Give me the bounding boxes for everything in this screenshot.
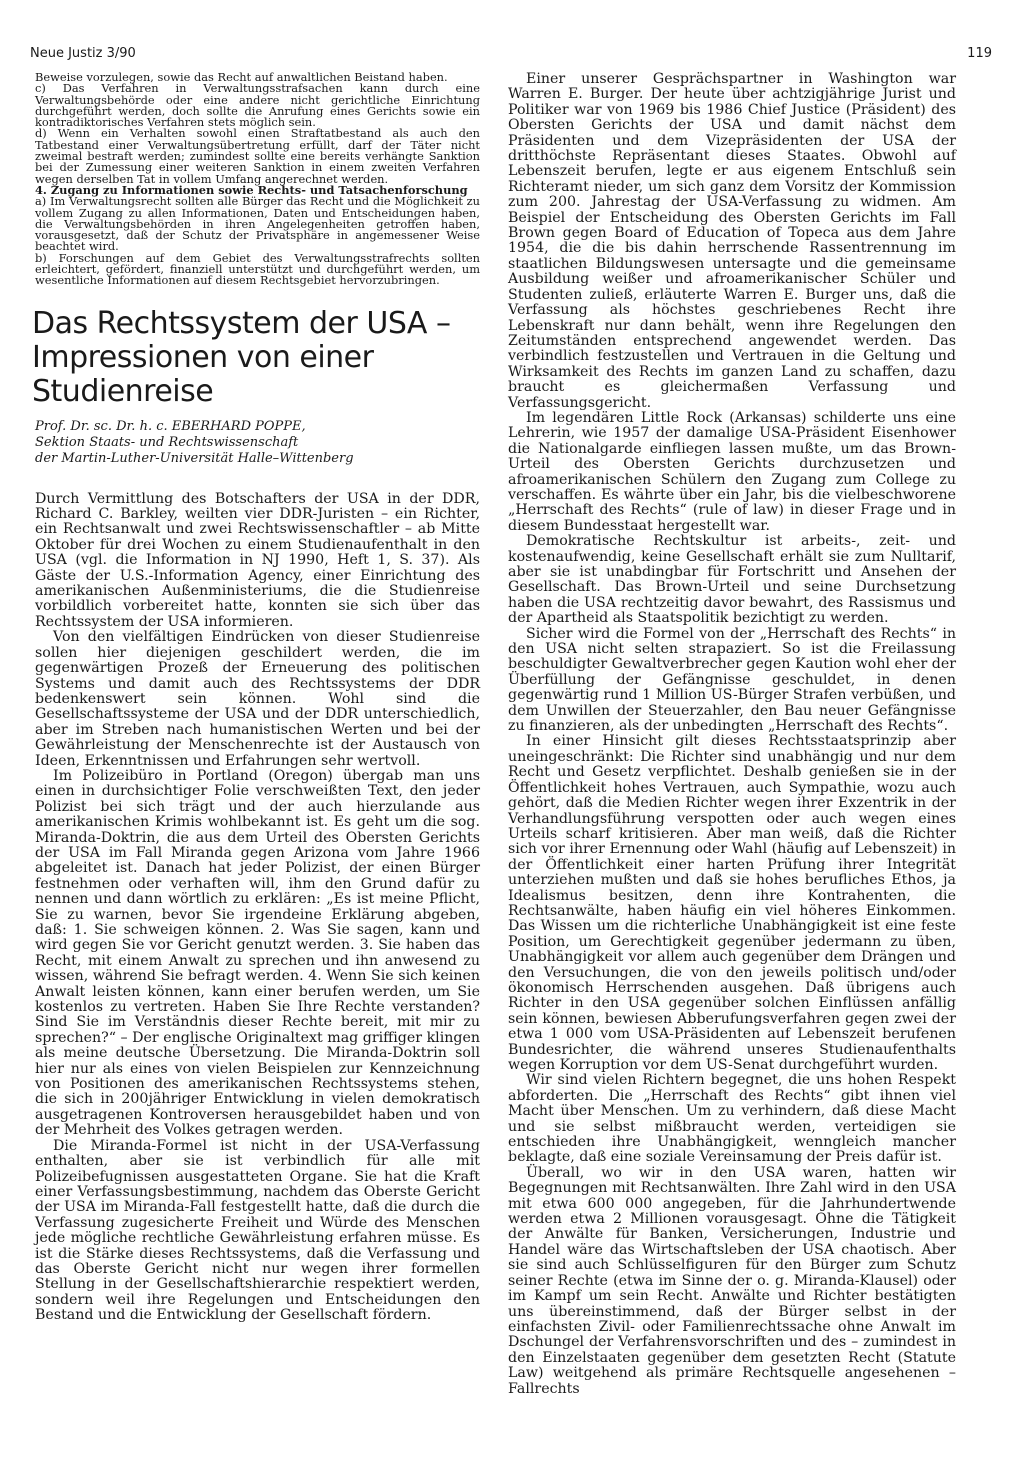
body-paragraph: Überall, wo wir in den USA waren, hatten wir Begegnungen mit Rechtsanwälten. Ihre Zahl wird in den USA mit etwa 600 000 angegeben, für die Jahrhundertwende werden etwa 2 Millionen vorausgesagt. Ohne die Tätigkeit der Anwälte für Banken, Versicherungen, Industrie und Handel wäre das Wirtschaftsleben der USA chaotisch. Aber sie sind auch Schlüsselfiguren für den Bürger zum Schutz seiner Rechte (etwa im Sinne der o. g. Miranda-Klausel) oder im Kampf um sein Recht. Anwälte und Richter bestätigten uns übereinstimmend, daß der Bürger selbst in der einfachsten Zivil- oder Familienrechtssache ohne Anwalt im Dschungel der Verfahrensvorschriften und des – zumindest in den Einzelstaaten gegenüber dem gesetzten Recht (Statute Law) weitgehend als primäre Rechtsquelle angesehenen – Fallrechts <box>508 1164 956 1397</box>
recommendation-paragraph: Beweise vorzulegen, sowie das Recht auf anwaltlichen Beistand haben. <box>35 70 448 84</box>
author-name: Prof. Dr. sc. Dr. h. c. EBERHARD POPPE, <box>35 418 306 434</box>
recommendation-paragraph: a) Im Verwaltungsrecht sollten alle Bürger das Recht und die Möglichkeit zu vollem Zugang zu allen Informationen, Daten und Entscheidungen haben, die Verwaltungsbehörden in ihren Angelegenheiten getroffen haben, vorausgesetzt, daß der Schutz der Privatsphäre in angemessener Weise beachtet wird. <box>35 194 480 254</box>
body-paragraph: Im legendären Little Rock (Arkansas) schilderte uns eine Lehrerin, wie 1957 der damalige USA-Präsident Eisenhower die Nationalgarde einfliegen lassen mußte, um das Brown-Urteil des Obersten Gerichts durchzusetzen und afroamerikanischen Schülern den Zugang zum College zu verschaffen. Es währte über ein Jahr, bis die vielbeschworene „Herrschaft des Rechts“ (rule of law) in dieser Frage und in diesem Bundesstaat hergestellt war. <box>508 409 956 534</box>
author-affiliation: der Martin-Luther-Universität Halle–Wittenberg <box>35 450 354 466</box>
body-paragraph: Von den vielfältigen Eindrücken von dieser Studienreise sollen hier diejenigen geschildert werden, die im gegenwärtigen Prozeß der Erneuerung des politischen Systems und damit auch des Rechtssystems der DDR bedenkenswert sein können. Wohl sind die Gesellschaftssysteme der USA und der DDR unterschiedlich, aber im Streben nach humanistischen Werten und bei der Gewährleistung der Menschenrechte ist der Austausch von Ideen, Erkenntnissen und Erfahrungen sehr wertvoll. <box>35 629 480 769</box>
body-paragraph: Durch Vermittlung des Botschafters der USA in der DDR, Richard C. Barkley, weilten vier DDR-Juristen – ein Richter, ein Rechtsanwalt und zwei Rechtswissenschaftler – ab Mitte Oktober für drei Wochen zu einem Studienaufenthalt in den USA (vgl. die Information in NJ 1990, Heft 1, S. 37). Als Gäste der U.S.-Information Agency, einer Einrichtung des amerikanischen Außenministeriums, die die Studienreise vorbildlich vorbereitet hatte, konnten sie sich über das Rechtssystem der USA informieren. <box>35 490 480 630</box>
page-number: 119 <box>967 46 992 61</box>
body-paragraph: Die Miranda-Formel ist nicht in der USA-Verfassung enthalten, aber sie ist verbindlich für alle mit Polizeibefugnissen ausgestatteten Organe. Sie hat die Kraft einer Verfassungsbestimmung, nachdem das Oberste Gericht der USA im Miranda-Fall festgestellt hatte, daß die durch die Verfassung zugesicherte Freiheit und Würde des Menschen jede mögliche rechtliche Gewährleistung erfahren müsse. Es ist die Stärke dieses Rechtssystems, daß die Verfassung und das Oberste Gericht nicht nur wegen ihrer formellen Stellung in der Gesellschaftshierarchie respektiert werden, sondern weil ihre Regelungen und Entscheidungen den Bestand und die Entwicklung der Gesellschaft fördern. <box>35 1137 480 1324</box>
body-paragraph: Sicher wird die Formel von der „Herrschaft des Rechts“ in den USA nicht selten strapaziert. So ist die Freilassung beschuldigter Gewaltverbrecher gegen Kaution wohl eher der Überfüllung der Gefängnisse geschuldet, in denen gegenwärtig rund 1 Million US-Bürger Strafen verbüßen, und dem Unwillen der Steuerzahler, den Bau neuer Gefängnisse zu finanzieren, als der unbedingten „Herrschaft des Rechts“. <box>508 625 956 735</box>
recommendation-paragraph: d) Wenn ein Verhalten sowohl einen Straftatbestand als auch den Tatbestand einer Verwaltungsübertretung erfüllt, darf der Täter nicht zweimal bestraft werden; zumindest sollte eine bereits verhängte Sanktion bei der Zumessung einer weiteren Sanktion in einem zweiten Verfahren wegen derselben Tat in vollem Umfang angerechnet werden. <box>35 126 480 186</box>
body-paragraph: Im Polizeibüro in Portland (Oregon) übergab man uns einen in durchsichtiger Folie verschweißten Text, den jeder Polizist bei sich trägt und der auch hierzulande aus amerikanischen Krimis wohlbekannt ist. Es geht um die sog. Miranda-Doktrin, die aus dem Urteil des Obersten Gerichts der USA im Fall Miranda gegen Arizona vom Jahre 1966 abgeleitet ist. Danach hat jeder Polizist, der einen Bürger festnehmen oder verhaften will, ihm den Grund dafür zu nennen und dann wörtlich zu erklären: „Es ist meine Pflicht, Sie zu warnen, bevor Sie irgendeine Erklärung abgeben, daß: 1. Sie schweigen können. 2. Was Sie sagen, kann und wird gegen Sie vor Gericht genutzt werden. 3. Sie haben das Recht, mit einem Anwalt zu sprechen und ihn anwesend zu wissen, während Sie befragt werden. 4. Wenn Sie sich keinen Anwalt leisten können, kann einer berufen werden, um Sie kostenlos zu vertreten. Haben Sie Ihre Rechte verstanden? Sind Sie im Verständnis dieser Rechte bereit, mit mir zu sprechen?“ – Der englische Originaltext mag griffiger klingen als meine deutsche Übersetzung. Die Miranda-Doktrin soll hier nur als eines von vielen Beispielen zur Kennzeichnung von Positionen des amerikanischen Rechtssystems stehen, die sich in 200jähriger Entwicklung in vielen demokratisch ausgetragenen Kontroversen herausgebildet haben und von der Mehrheit des Volkes getragen werden. <box>35 767 480 1139</box>
article-title-line: Das Rechtssystem der USA – <box>32 305 451 341</box>
section-heading: 4. Zugang zu Informationen sowie Rechts- und Tatsachenforschung <box>35 182 468 197</box>
article-body-left <box>35 492 480 1324</box>
article-body-right <box>508 72 956 1397</box>
body-paragraph: Wir sind vielen Richtern begegnet, die uns hohen Respekt abforderten. Die „Herrschaft des Rechts“ gibt ihnen viel Macht über Menschen. Um zu verhindern, daß diese Macht und sie selbst mißbraucht werden, verteidigen sie entschieden ihre Unabhängigkeit, wenngleich mancher beklagte, daß eine soziale Vereinsamung der Preis dafür ist. <box>508 1072 956 1166</box>
article-title-line: Impressionen von einer Studienreise <box>32 339 374 409</box>
author-block <box>35 419 480 467</box>
body-paragraph: Demokratische Rechtskultur ist arbeits-, zeit- und kostenaufwendig, keine Gesellschaft erhält sie zum Nulltarif, aber sie ist unabdingbar für Fortschritt und Ansehen der Gesellschaft. Das Brown-Urteil und seine Durchsetzung haben die USA rechtzeitig davor bewahrt, des Rassismus und der Apartheid als Staatspolitik bezichtigt zu werden. <box>508 533 956 627</box>
left-column <box>32 70 480 1324</box>
body-paragraph: Einer unserer Gesprächspartner in Washington war Warren E. Burger. Der heute über achtzigjährige Jurist und Politiker war von 1969 bis 1986 Chief Justice (Präsident) des Obersten Gerichts der USA und damit nächst dem Präsidenten und dem Vizepräsidenten der USA der dritthöchste Repräsentant dieses Staates. Obwohl auf Lebenszeit berufen, legte er aus eigenem Entschluß sein Richteramt nieder, um sich ganz dem Vorsitz der Kommission zum 200. Jahrestag der USA-Verfassung zu widmen. Am Beispiel der Entscheidung des Obersten Gerichts im Fall Brown gegen Board of Education of Topeca aus dem Jahre 1954, die die bis dahin herrschende Rassentrennung im staatlichen Bildungswesen untersagte und die gemeinsame Ausbildung weißer und afroamerikanischer Schüler und Studenten zuließ, erläuterte Warren E. Burger uns, daß die Verfassung als höchstes geschriebenes Recht ihre Lebenskraft nur dann behält, wenn ihre Regelungen den Zeitumständen entsprechend angewendet werden. Das verbindlich festzustellen und Vertrauen in die Geltung und Wirksamkeit des Rechts im ganzen Land zu schaffen, dazu braucht es gleichermaßen Verfassung und Verfassungsgericht. <box>508 71 956 411</box>
recommendation-paragraph: b) Forschungen auf dem Gebiet des Verwaltungsstrafrechts sollten erleichtert, gefördert, finanziell unterstützt und durchgeführt werden, um wesentliche Informationen auf diesem Rechtsgebiet hervorzubringen. <box>35 250 480 288</box>
recommendation-paragraph: c) Das Verfahren in Verwaltungsstrafsachen kann durch eine Verwaltungsbehörde oder eine andere nicht gerichtliche Einrichtung durchgeführt werden, doch sollte die Anrufung eines Gerichts sowie ein kontradiktorisches Verfahren stets möglich sein. <box>35 81 480 130</box>
body-paragraph: In einer Hinsicht gilt dieses Rechtsstaatsprinzip aber uneingeschränkt: Die Richter sind unabhängig und nur dem Recht und Gesetz verpflichtet. Deshalb genießen sie in der Öffentlichkeit hohes Vertrauen, auch Sympathie, wozu auch gehört, daß die Medien Richter wegen ihrer Exzentrik in der Verhandlungsführung verspotten oder auch wegen eines Urteils scharf kritisieren. Aber man weiß, daß die Richter sich vor ihrer Ernennung oder Wahl (häufig auf Lebenszeit) in der Öffentlichkeit einer harten Prüfung ihrer Integrität unterziehen mußten und daß sie hohes berufliches Ethos, ja Idealismus besitzen, denn ihre Kontrahenten, die Rechtsanwälte, haben häufig ein viel höheres Einkommen. Das Wissen um die richterliche Unabhängigkeit ist eine feste Position, um Gerechtigkeit gegenüber jedermann zu üben, Unabhängigkeit vor allem auch gegenüber dem Drängen und den Versuchungen, die von den jeweils politisch und/oder ökonomisch Herrschenden ausgehen. Daß übrigens auch Richter in den USA gegenüber solchen Einflüssen anfällig sein können, bewiesen Abberufungsverfahren gegen zwei der etwa 1 000 vom USA-Präsidenten auf Lebenszeit berufenen Bundesrichter, die während unseres Studienaufenthalts wegen Korruption vor dem US-Senat durchgeführt wurden. <box>508 733 956 1073</box>
page-header <box>30 46 992 68</box>
right-column <box>508 72 956 1397</box>
author-affiliation: Sektion Staats- und Rechtswissenschaft <box>35 434 299 450</box>
article-title <box>32 307 480 409</box>
journal-title: Neue Justiz 3/90 <box>30 46 136 61</box>
recommendations-block <box>35 72 480 287</box>
